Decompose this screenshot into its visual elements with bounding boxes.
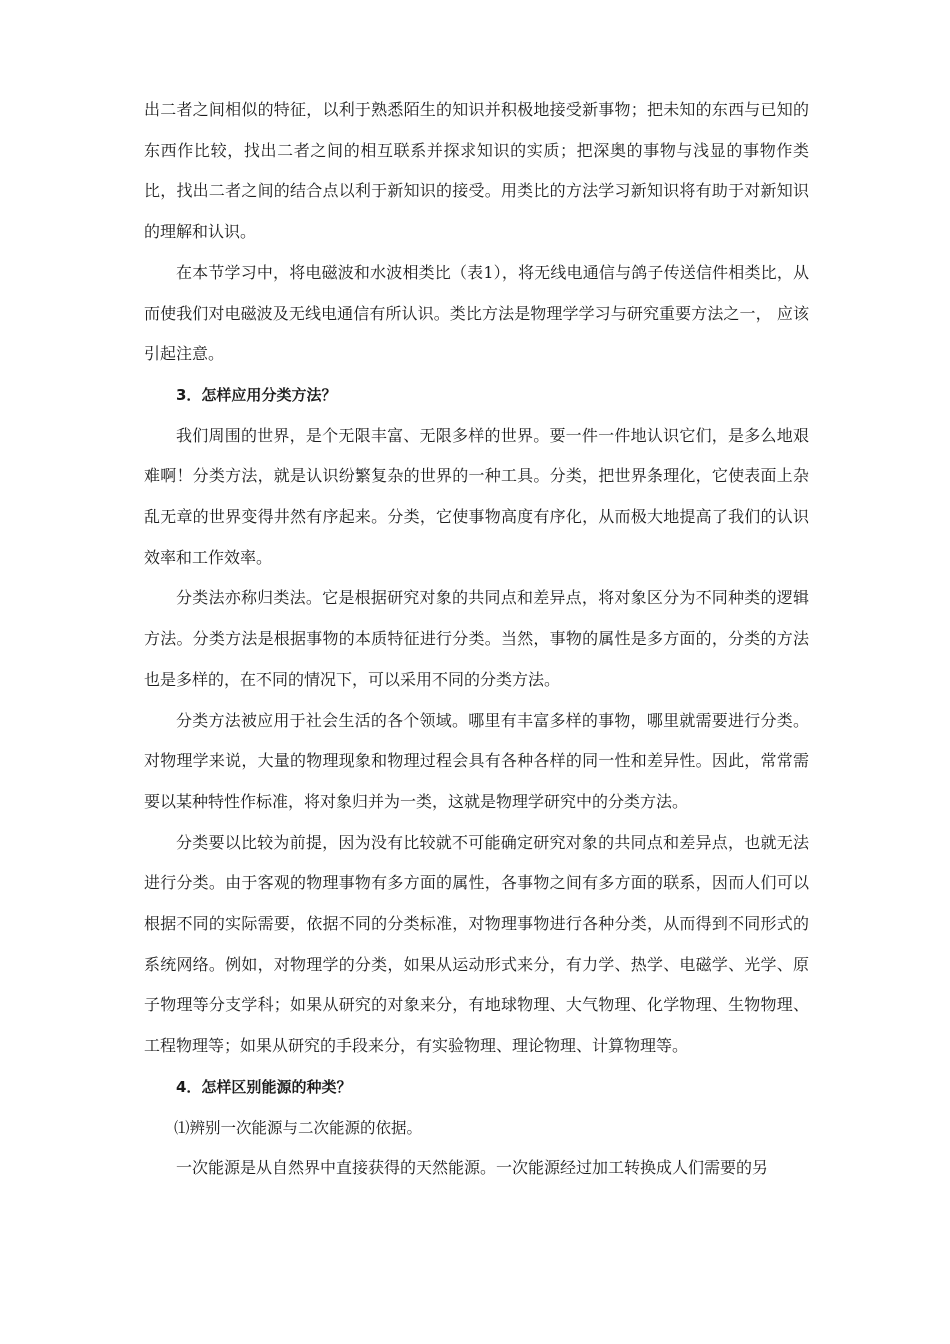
paragraph-analogy-continued: 出二者之间相似的特征，以利于熟悉陌生的知识并积极地接受新事物；把未知的东西与已知的东西作比较，找出二者之间的相互联系并探求知识的实质；把深奥的事物与浅显的事物作类比，找出二者之间的结合点以利于新知识的接受。用类比的方法学习新知识将有助于对新知识的理解和认识。 — [144, 100, 809, 242]
paragraph-classification-application: 分类方法被应用于社会生活的各个领域。哪里有丰富多样的事物，哪里就需要进行分类。对物理学来说，大量的物理现象和物理过程会具有各种各样的同一性和差异性。因此，常常需要以某种特性作标准，将对象归并为一类，这就是物理学研究中的分类方法。 — [144, 710, 809, 811]
subheading-primary-secondary-energy: ⑴辨别一次能源与二次能源的依据。 — [174, 1118, 423, 1137]
paragraph-classification-world: 我们周围的世界，是个无限丰富、无限多样的世界。要一件一件地认识它们，是多么地艰难啊！分类方法，就是认识纷繁复杂的世界的一种工具。分类，把世界条理化，它使表面上杂乱无章的世界变得井然有序起来。分类，它使事物高度有序化，从而极大地提高了我们的认识效率和工作效率。 — [144, 425, 809, 567]
paragraph-electromagnetic-wave-analogy: 在本节学习中，将电磁波和水波相类比（表1），将无线电通信与鸽子传送信件相类比，从而使我们对电磁波及无线电通信有所认识。类比方法是物理学学习与研究重要方法之一， 应该引起注意。 — [144, 262, 809, 364]
section-heading-energy-types: 4．怎样区别能源的种类？ — [176, 1077, 352, 1096]
section-heading-classification: 3．怎样应用分类方法？ — [176, 385, 337, 404]
paragraph-primary-energy: 一次能源是从自然界中直接获得的天然能源。一次能源经过加工转换成人们需要的另 — [176, 1158, 769, 1178]
paragraph-classification-comparison: 分类要以比较为前提，因为没有比较就不可能确定研究对象的共同点和差异点，也就无法进行分类。由于客观的物理事物有多方面的属性，各事物之间有多方面的联系，因而人们可以根据不同的实际需要，依据不同的分类标准，对物理事物进行各种分类，从而得到不同形式的系统网络。例如，对物理学的分类，如果从运动形式来分，有力学、热学、电磁学、光学、原子物理等分支学科；如果从研究的对象来分，有地球物理、大气物理、化学物理、生物物理、工程物理等；如果从研究的手段来分，有实验物理、理论物理、计算物理等。 — [144, 832, 809, 1056]
paragraph-classification-definition: 分类法亦称归类法。它是根据研究对象的共同点和差异点，将对象区分为不同种类的逻辑方法。分类方法是根据事物的本质特征进行分类。当然，事物的属性是多方面的，分类的方法也是多样的，在不同的情况下，可以采用不同的分类方法。 — [144, 588, 809, 689]
document-page — [144, 90, 809, 1189]
